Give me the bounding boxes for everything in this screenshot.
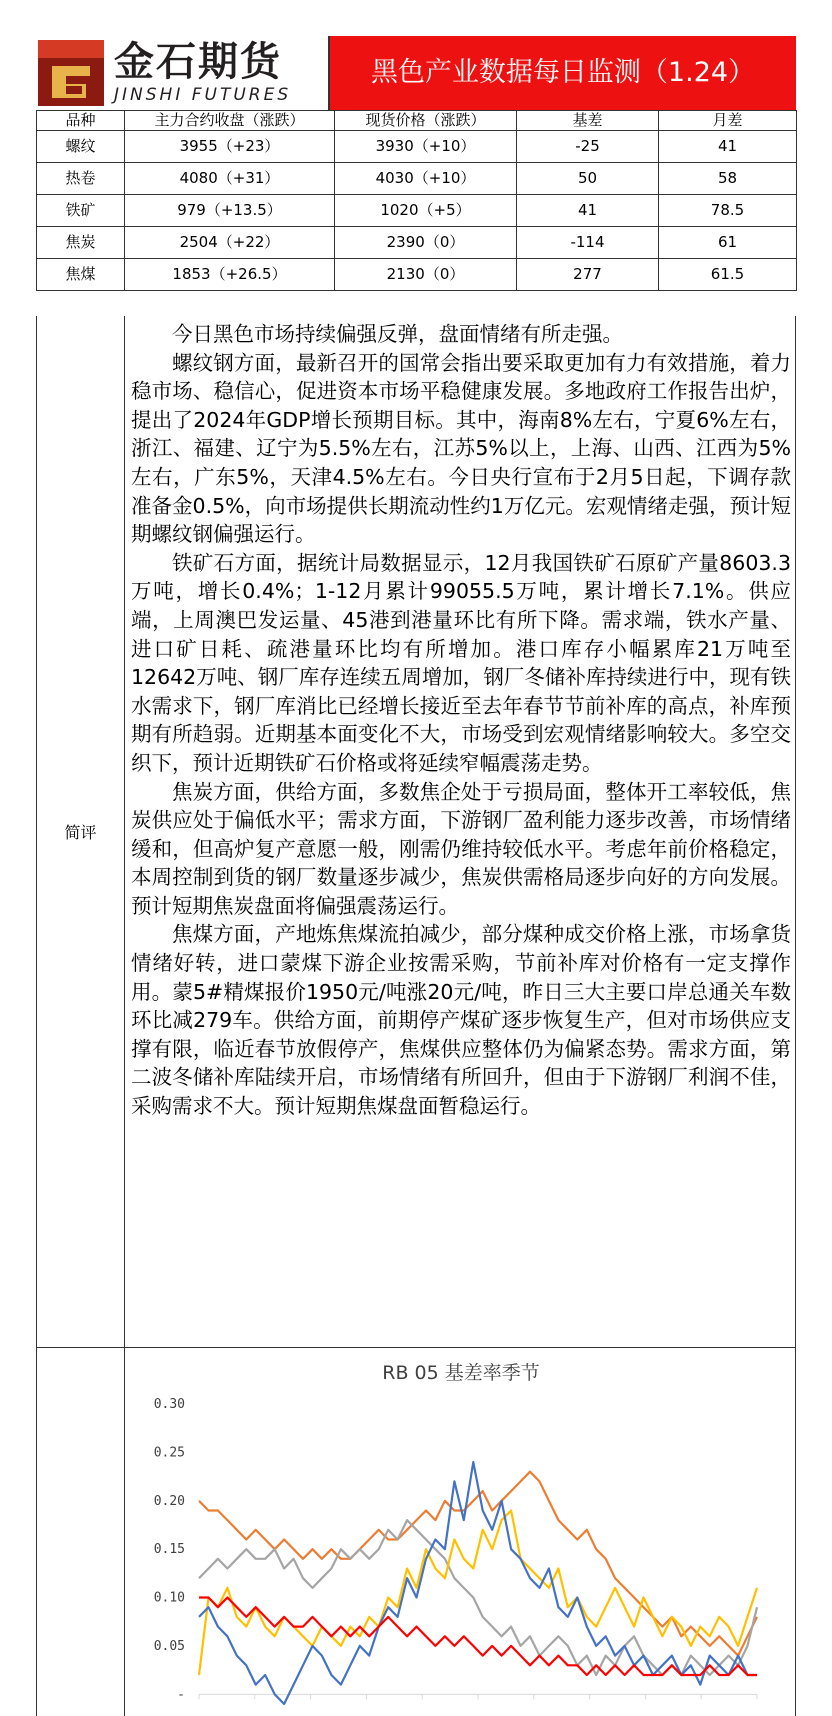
table-row (37, 259, 797, 291)
header-product: 品种 (37, 111, 125, 131)
cell-product: 焦炭 (37, 227, 125, 259)
y-tick-label: 0.30 (153, 1397, 185, 1412)
cell-basis: 41 (517, 195, 659, 227)
commentary-paragraph-coke: 焦炭方面，供给方面，多数焦企处于亏损局面，整体开工率较低，焦炭供应处于偏低水平；需求方面，下游钢厂盈利能力逐步改善，市场情绪缓和，但高炉复产意愿一般，刚需仍维持较低水平。考虑年前价格稳定，本周控制到货的钢厂数量逐步减少，焦炭供需格局逐步向好的方向发展。预计短期焦炭盘面将偏强震荡运行。 (131, 779, 791, 918)
cell-main-contract: 4080（+31） (125, 163, 335, 195)
cell-basis: 277 (517, 259, 659, 291)
y-tick-label: - (177, 1687, 185, 1703)
jinshi-logo-icon (38, 40, 104, 106)
header-spot-price: 现货价格（涨跌） (335, 111, 517, 131)
table-row (37, 195, 797, 227)
cell-main-contract: 979（+13.5） (125, 195, 335, 227)
price-table (36, 110, 797, 291)
cell-basis: -114 (517, 227, 659, 259)
chart-title: RB 05 基差率季节 (382, 1362, 540, 1384)
cell-product: 热卷 (37, 163, 125, 195)
cell-product: 铁矿 (37, 195, 125, 227)
basis-rate-chart (137, 1394, 767, 1716)
cell-main-contract: 1853（+26.5） (125, 259, 335, 291)
commentary-section (36, 316, 796, 1348)
cell-spot-price: 1020（+5） (335, 195, 517, 227)
commentary-paragraph-overview: 今日黑色市场持续偏强反弹，盘面情绪有所走强。 (172, 322, 623, 346)
commentary-paragraph-coking-coal: 焦煤方面，产地炼焦煤流拍减少，部分煤种成交价格上涨，市场拿货情绪好转，进口蒙煤下游企业按需采购，节前补库对价格有一定支撑作用。蒙5#精煤报价1950元/吨涨20元/吨，昨日三大主要口岸总通关车数环比减279车。供给方面，前期停产煤矿逐步恢复生产，但对市场供应支撑有限，临近春节放假停产，焦煤供应整体仍为偏紧态势。需求方面，第二波冬储补库陆续开启，市场情绪有所回升，但由于下游钢厂利润不佳，采购需求不大。预计短期焦煤盘面暂稳运行。 (131, 922, 791, 1119)
chart-section (36, 1348, 796, 1716)
cell-month-spread: 61 (659, 227, 797, 259)
table-header-row (37, 111, 797, 131)
report-header (36, 36, 796, 110)
cell-spot-price: 3930（+10） (335, 131, 517, 163)
y-tick-label: 0.15 (153, 1542, 185, 1558)
cell-product: 焦煤 (37, 259, 125, 291)
header-basis: 基差 (517, 111, 659, 131)
logo-english-name: JINSHI FUTURES (114, 85, 292, 105)
cell-basis: -25 (517, 131, 659, 163)
y-tick-label: 0.25 (153, 1445, 185, 1461)
y-tick-label: 0.05 (153, 1638, 185, 1654)
cell-basis: 50 (517, 163, 659, 195)
cell-month-spread: 41 (659, 131, 797, 163)
cell-main-contract: 3955（+23） (125, 131, 335, 163)
header-main-contract: 主力合约收盘（涨跌） (125, 111, 335, 131)
cell-month-spread: 58 (659, 163, 797, 195)
table-row (37, 163, 797, 195)
header-month-spread: 月差 (659, 111, 797, 131)
cell-product: 螺纹 (37, 131, 125, 163)
cell-spot-price: 2390（0） (335, 227, 517, 259)
cell-main-contract: 2504（+22） (125, 227, 335, 259)
commentary-body (131, 320, 791, 1121)
y-tick-label: 0.10 (153, 1590, 185, 1606)
logo-chinese-name: 金石期货 (114, 39, 282, 85)
report-title: 黑色产业数据每日监测（1.24） (370, 57, 756, 88)
commentary-paragraph-rebar: 螺纹钢方面，最新召开的国常会指出要采取更加有力有效措施，着力稳市场、稳信心，促进资本市场平稳健康发展。多地政府工作报告出炉，提出了2024年GDP增长预期目标。其中，海南8%左右，宁夏6%左右，浙江、福建、辽宁为5.5%左右，江苏5%以上，上海、山西、江西为5%左右，广东5%，天津4.5%左右。今日央行宣布于2月5日起，下调存款准备金0.5%，向市场提供长期流动性约1万亿元。宏观情绪走强，预计短期螺纹钢偏强运行。 (131, 350, 791, 547)
cell-spot-price: 2130（0） (335, 259, 517, 291)
table-row (37, 131, 797, 163)
cell-spot-price: 4030（+10） (335, 163, 517, 195)
commentary-label: 简评 (37, 316, 125, 1347)
cell-month-spread: 61.5 (659, 259, 797, 291)
y-tick-label: 0.20 (153, 1493, 185, 1509)
chart-side-column (37, 1348, 125, 1716)
company-logo (36, 36, 328, 110)
report-title-banner (328, 36, 796, 110)
commentary-paragraph-iron-ore: 铁矿石方面，据统计局数据显示，12月我国铁矿石原矿产量8603.3万吨，增长0.4%；1-12月累计99055.5万吨，累计增长7.1%。供应端，上周澳巴发运量、45港到港量环比有所下降。需求端，铁水产量、进口矿日耗、疏港量环比均有所增加。港口库存小幅累库21万吨至12642万吨、钢厂库存连续五周增加，钢厂冬储补库持续进行中，现有铁水需求下，钢厂库消比已经增长接近至去年春节节前补库的高点，补库预期有所趋弱。近期基本面变化不大，市场受到宏观情绪影响较大。多空交织下，预计近期铁矿石价格或将延续窄幅震荡走势。 (131, 550, 791, 775)
cell-month-spread: 78.5 (659, 195, 797, 227)
table-row (37, 227, 797, 259)
